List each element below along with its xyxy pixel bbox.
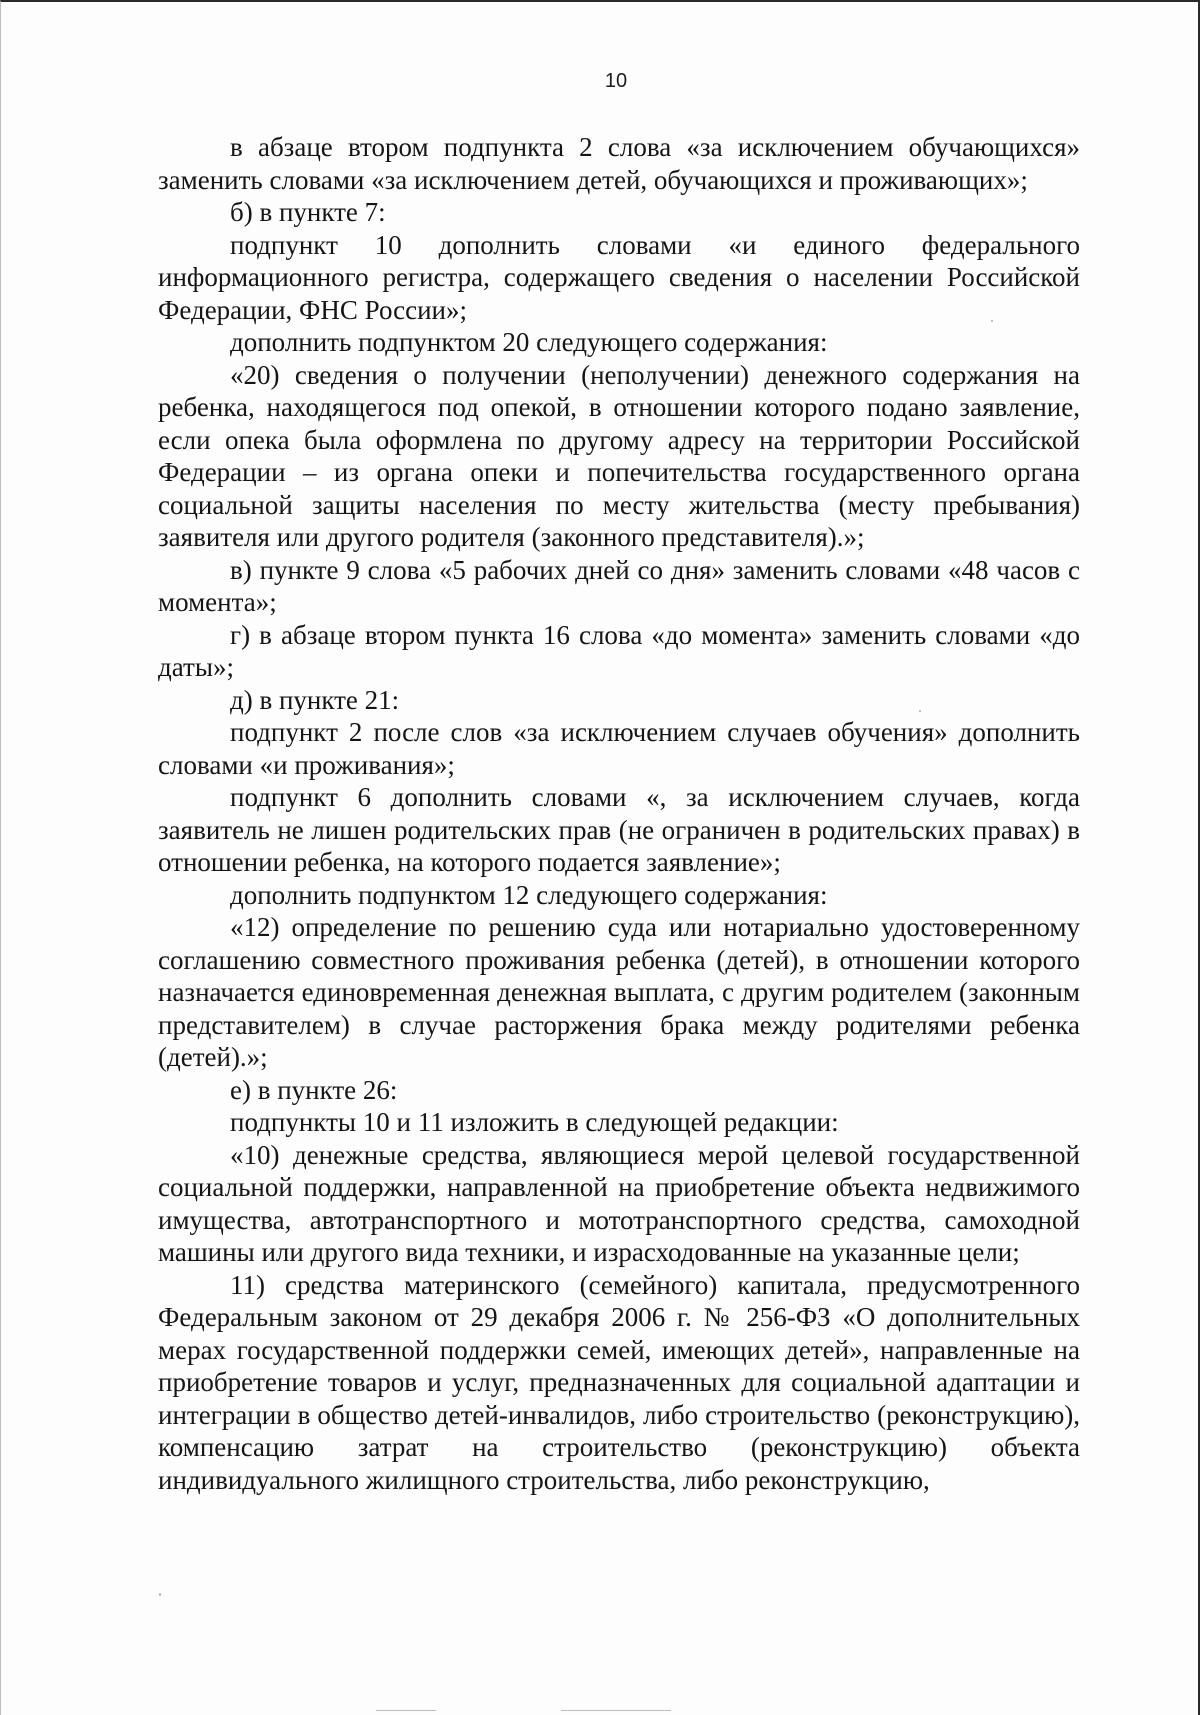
paragraph-16: 11) средства материнского (семейного) капитала, предусмотренного Федеральным законом от 29 декабря 2006 г. № 256-ФЗ «О дополнительных мерах государственной поддержки семей, имеющих детей», направленные на приобретение товаров и услуг, предназначенных для социальной адаптации и интеграции в общество детей-инвалидов, либо строительство (реконструкцию), компенсацию затрат на строительство (реконструкцию) объекта индивидуального жилищного строительства, либо реконструкцию,: [158, 1269, 1080, 1495]
paragraph-15: «10) денежные средства, являющиеся мерой целевой государственной социальной поддержки, направленной на приобретение объекта недвижимого имущества, автотранспортного и мототранспортного средства, самоходной машины или другого вида техники, и израсходованные на указанные цели;: [158, 1139, 1080, 1267]
page-number: 10: [604, 70, 628, 92]
scan-mark: [919, 710, 921, 712]
paragraph-14: подпункты 10 и 11 изложить в следующей редакции:: [230, 1107, 839, 1137]
scan-mark: [159, 1593, 161, 1596]
paragraph-13: е) в пункте 26:: [230, 1074, 398, 1105]
paragraph-6: в) пункте 9 слова «5 рабочих дней со дня» заменить словами «48 часов с момента»;: [158, 554, 1080, 617]
scan-mark: [561, 1710, 671, 1711]
scan-mark: [991, 320, 993, 322]
paragraph-5: «20) сведения о получении (неполучении) денежного содержания на ребенка, находящегося под опекой, в отношении которого подано заявление, если опека была оформлена по другому адресу на территории Российской Федерации – из органа опеки и попечительства государственного органа социальной защиты населения по месту жительства (месту пребывания) заявителя или другого родителя (законного представителя).»;: [158, 359, 1080, 552]
paragraph-7: г) в абзаце втором пункта 16 слова «до момента» заменить словами «до даты»;: [158, 619, 1080, 682]
paragraph-1: в абзаце втором подпункта 2 слова «за исключением обучающихся» заменить словами «за исключением детей, обучающихся и проживающих»;: [158, 132, 1080, 195]
paragraph-2: б) в пункте 7:: [230, 197, 386, 227]
paragraph-9: подпункт 2 после слов «за исключением случаев обучения» дополнить словами «и проживания»;: [158, 717, 1080, 780]
paragraph-8: д) в пункте 21:: [230, 684, 400, 715]
paragraph-11: дополнить подпунктом 12 следующего содержания:: [230, 879, 828, 910]
scan-mark: [376, 1710, 436, 1711]
document-body: [158, 131, 1080, 1496]
paragraph-3: подпункт 10 дополнить словами «и единого федерального информационного регистра, содержащего сведения о населении Российской Федерации, ФНС России»;: [158, 229, 1080, 325]
paragraph-4: дополнить подпунктом 20 следующего содержания:: [230, 327, 828, 357]
paragraph-10: подпункт 6 дополнить словами «, за исключением случаев, когда заявитель не лишен родительских прав (не ограничен в родительских правах) в отношении ребенка, на которого подается заявление»;: [158, 782, 1080, 877]
paragraph-12: «12) определение по решению суда или нотариально удостоверенному соглашению совместного проживания ребенка (детей), в отношении которого назначается единовременная денежная выплата, с другим родителем (законным представителем) в случае расторжения брака между родителями ребенка (детей).»;: [158, 912, 1080, 1072]
